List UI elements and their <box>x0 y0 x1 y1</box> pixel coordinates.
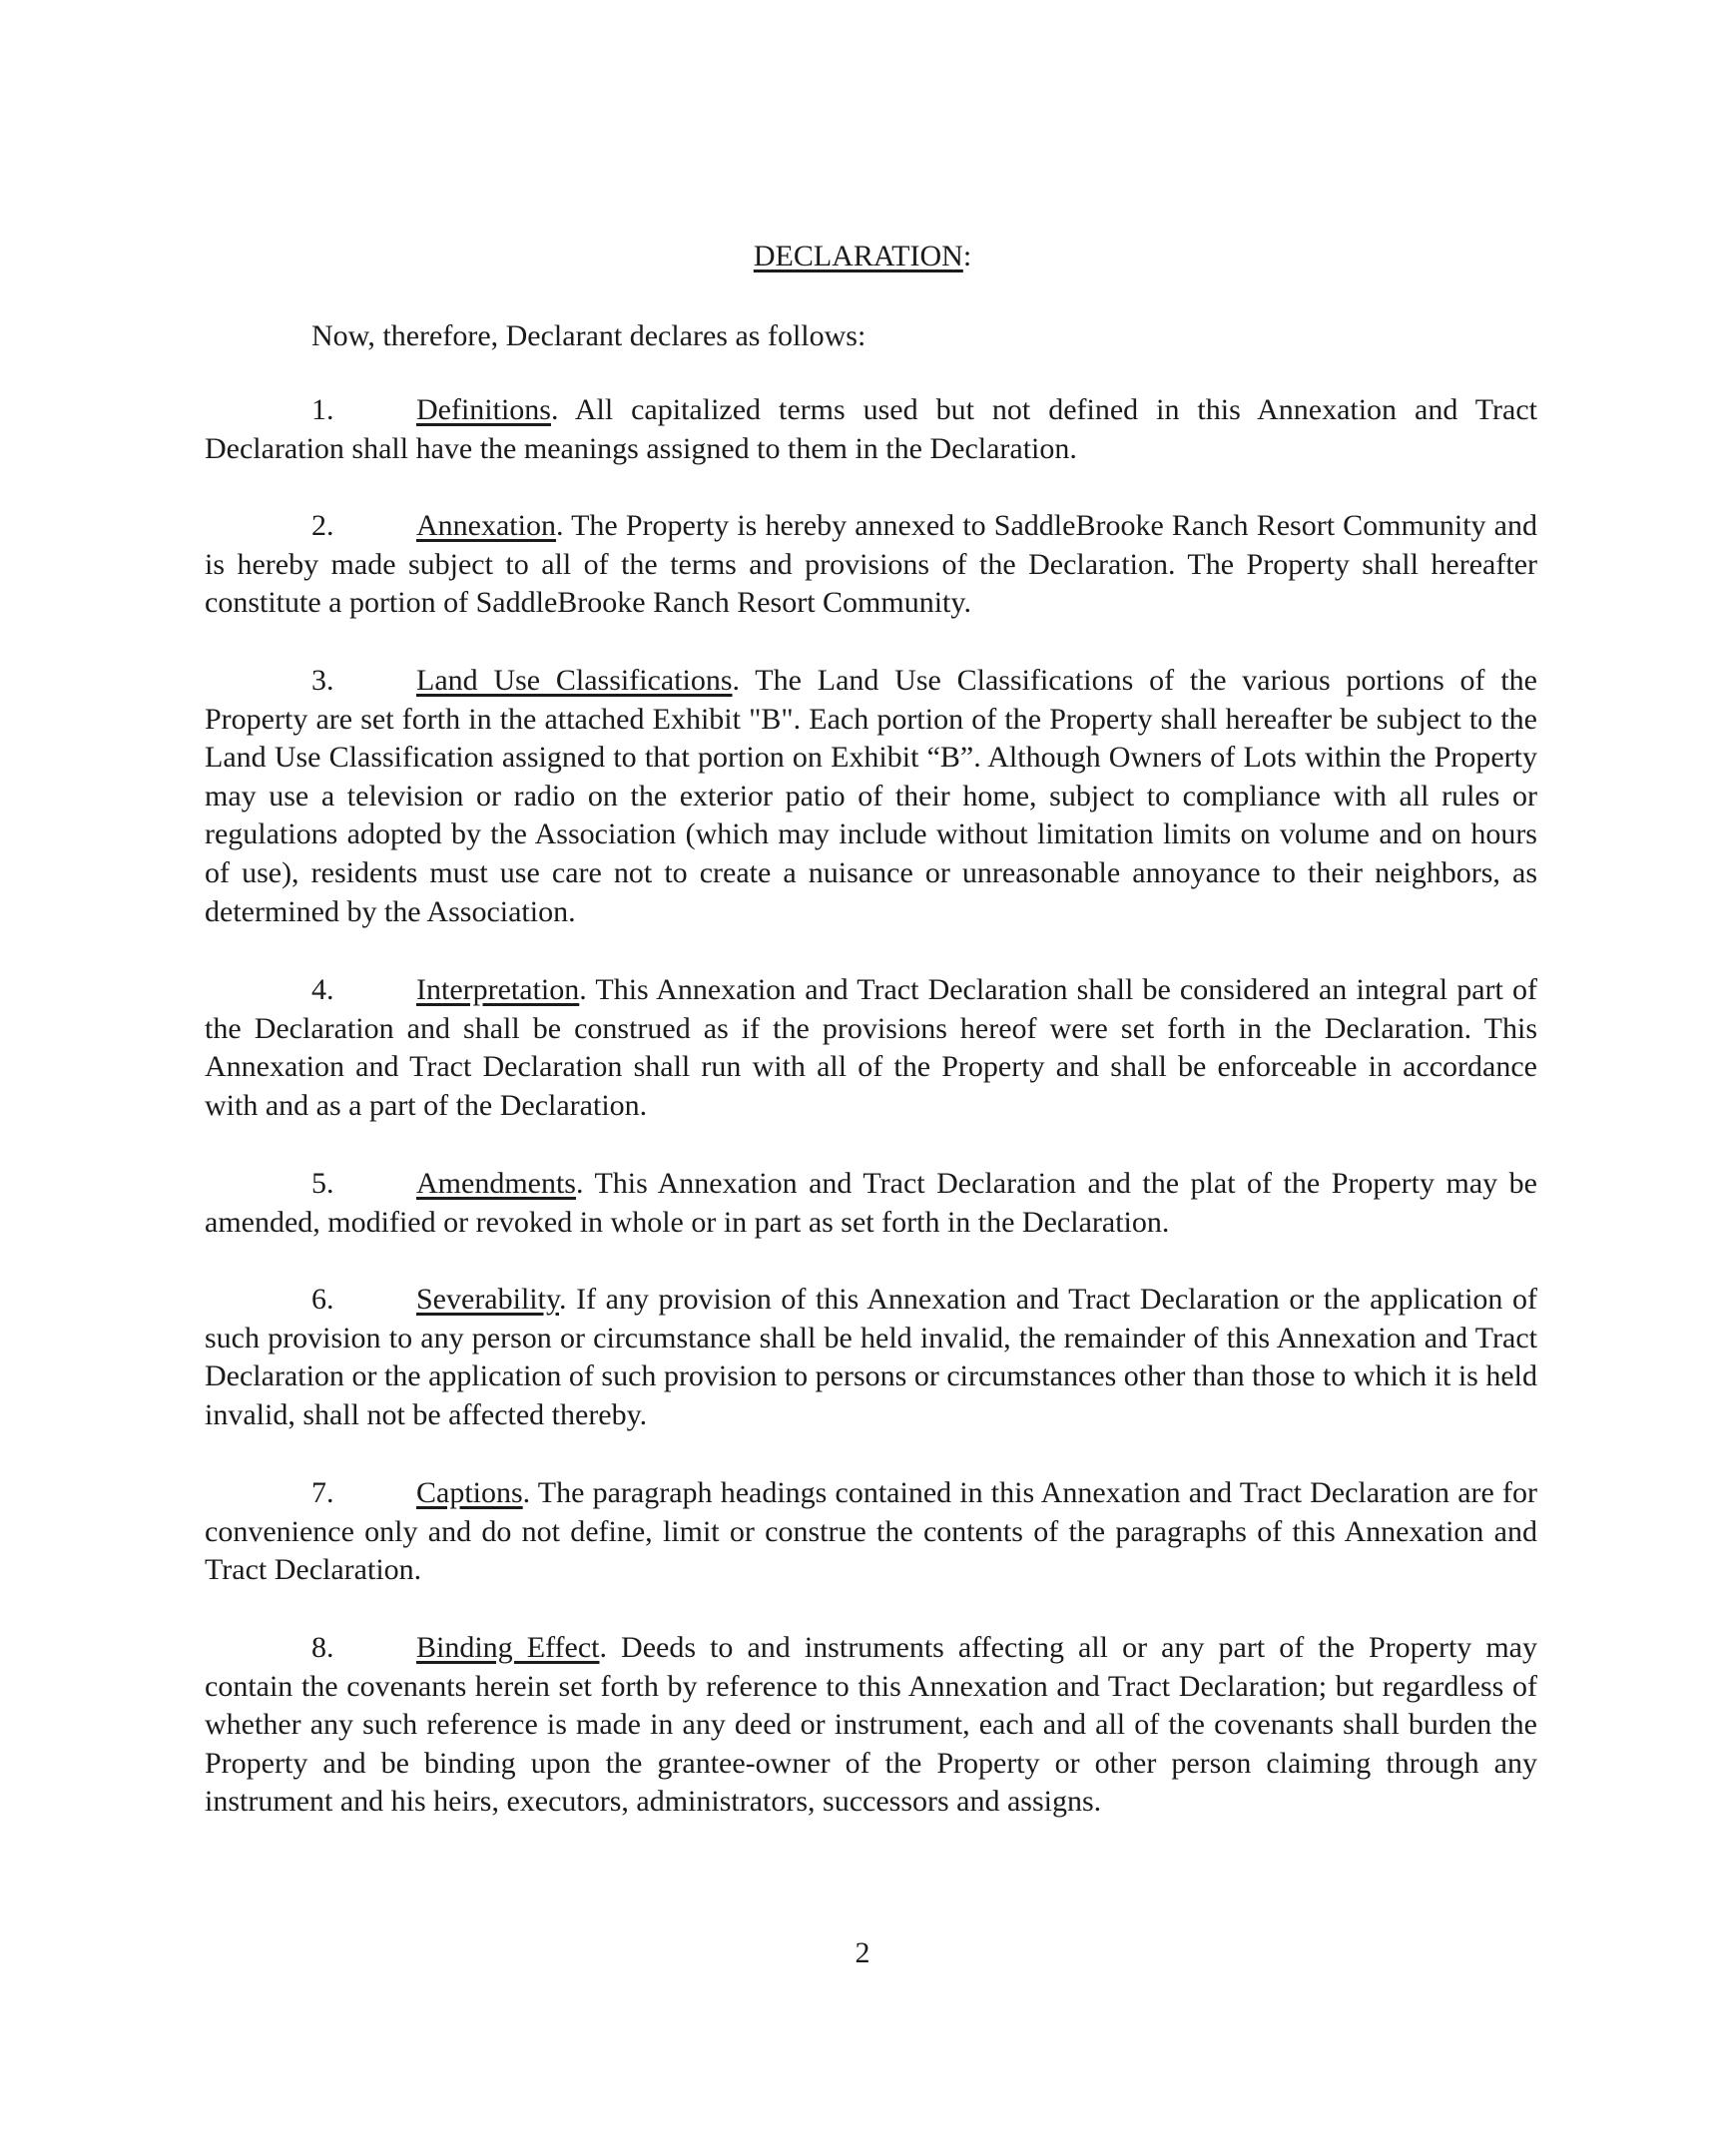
paragraph-body: . This Annexation and Tract Declaration shall be considered an integral part of the Declaration and shall be construed as if the provisions hereof were set forth in the Declaration. This Annexation and Tract Declaration shall run with all of the Property and shall be enforceable in accordance with and as a part of the Declaration. <box>205 973 1537 1122</box>
paragraph-body: . If any provision of this Annexation and Tract Declaration or the application of such provision to any person or circumstance shall be held invalid, the remainder of this Annexation and Tract Declaration or the application of such provision to persons or circumstances other than those to which it is held invalid, shall not be affected thereby. <box>205 1283 1537 1431</box>
page-number: 2 <box>855 1936 870 1969</box>
paragraph-body: . All capitalized terms used but not defined in this Annexation and Tract Declaration shall have the meanings assigned to them in the Declaration. <box>205 393 1537 465</box>
paragraph-title: Severability <box>416 1283 560 1316</box>
paragraph-number: 1. <box>311 393 334 426</box>
paragraph-amendments <box>205 1165 1537 1242</box>
intro-sentence: Now, therefore, Declarant declares as follows: <box>311 319 866 352</box>
paragraph-number: 7. <box>311 1476 334 1509</box>
paragraph-body: . The Property is hereby annexed to SaddleBrooke Ranch Resort Community and is hereby made subject to all of the terms and provisions of the Declaration. The Property shall hereafter constitute a portion of SaddleBrooke Ranch Resort Community. <box>205 509 1537 620</box>
paragraph-number: 3. <box>311 664 334 697</box>
paragraph-binding-effect <box>205 1629 1537 1822</box>
paragraph-title: Amendments <box>416 1167 576 1200</box>
paragraph-number: 4. <box>311 973 334 1006</box>
paragraph-definitions <box>205 391 1537 468</box>
paragraph-body: . Deeds to and instruments affecting all or any part of the Property may contain the covenants herein set forth by reference to this Annexation and Tract Declaration; but regardless of whether any such reference is made in any deed or instrument, each and all of the covenants shall burden the Property and be binding upon the grantee-owner of the Property or other person claiming through any instrument and his heirs, executors, administrators, successors and assigns. <box>205 1631 1537 1819</box>
section-heading <box>0 238 1725 275</box>
paragraph-title: Annexation <box>416 509 556 542</box>
paragraph-interpretation <box>205 971 1537 1125</box>
section-heading-colon: : <box>962 240 972 272</box>
paragraph-body: . The paragraph headings contained in this Annexation and Tract Declaration are for convenience only and do not define, limit or construe the contents of the paragraphs of this Annexation and Tract Declaration. <box>205 1476 1537 1587</box>
paragraph-number: 5. <box>311 1167 334 1200</box>
paragraph-severability <box>205 1281 1537 1434</box>
paragraph-land-use-classifications <box>205 662 1537 931</box>
paragraph-captions <box>205 1474 1537 1590</box>
paragraph-body: . This Annexation and Tract Declaration and the plat of the Property may be amended, modified or revoked in whole or in part as set forth in the Declaration. <box>205 1167 1537 1239</box>
paragraph-number: 8. <box>311 1631 334 1664</box>
paragraph-title: Land Use Classifications <box>416 664 733 697</box>
paragraph-title: Interpretation <box>416 973 580 1006</box>
paragraph-title: Definitions <box>416 393 551 426</box>
section-heading-text: DECLARATION <box>753 240 963 272</box>
paragraph-number: 2. <box>311 509 334 542</box>
paragraph-number: 6. <box>311 1283 334 1316</box>
paragraph-title: Captions <box>416 1476 523 1509</box>
paragraph-annexation <box>205 507 1537 623</box>
paragraph-title: Binding Effect <box>416 1631 600 1664</box>
paragraph-body: . The Land Use Classifications of the various portions of the Property are set forth in the attached Exhibit "B". Each portion of the Property shall hereafter be subject to the Land Use Classification assigned to that portion on Exhibit “B”. Although Owners of Lots within the Property may use a television or radio on the exterior patio of their home, subject to compliance with all rules or regulations adopted by the Association (which may include without limitation limits on volume and on hours of use), residents must use care not to create a nuisance or unreasonable annoyance to their neighbors, as determined by the Association. <box>205 664 1537 928</box>
